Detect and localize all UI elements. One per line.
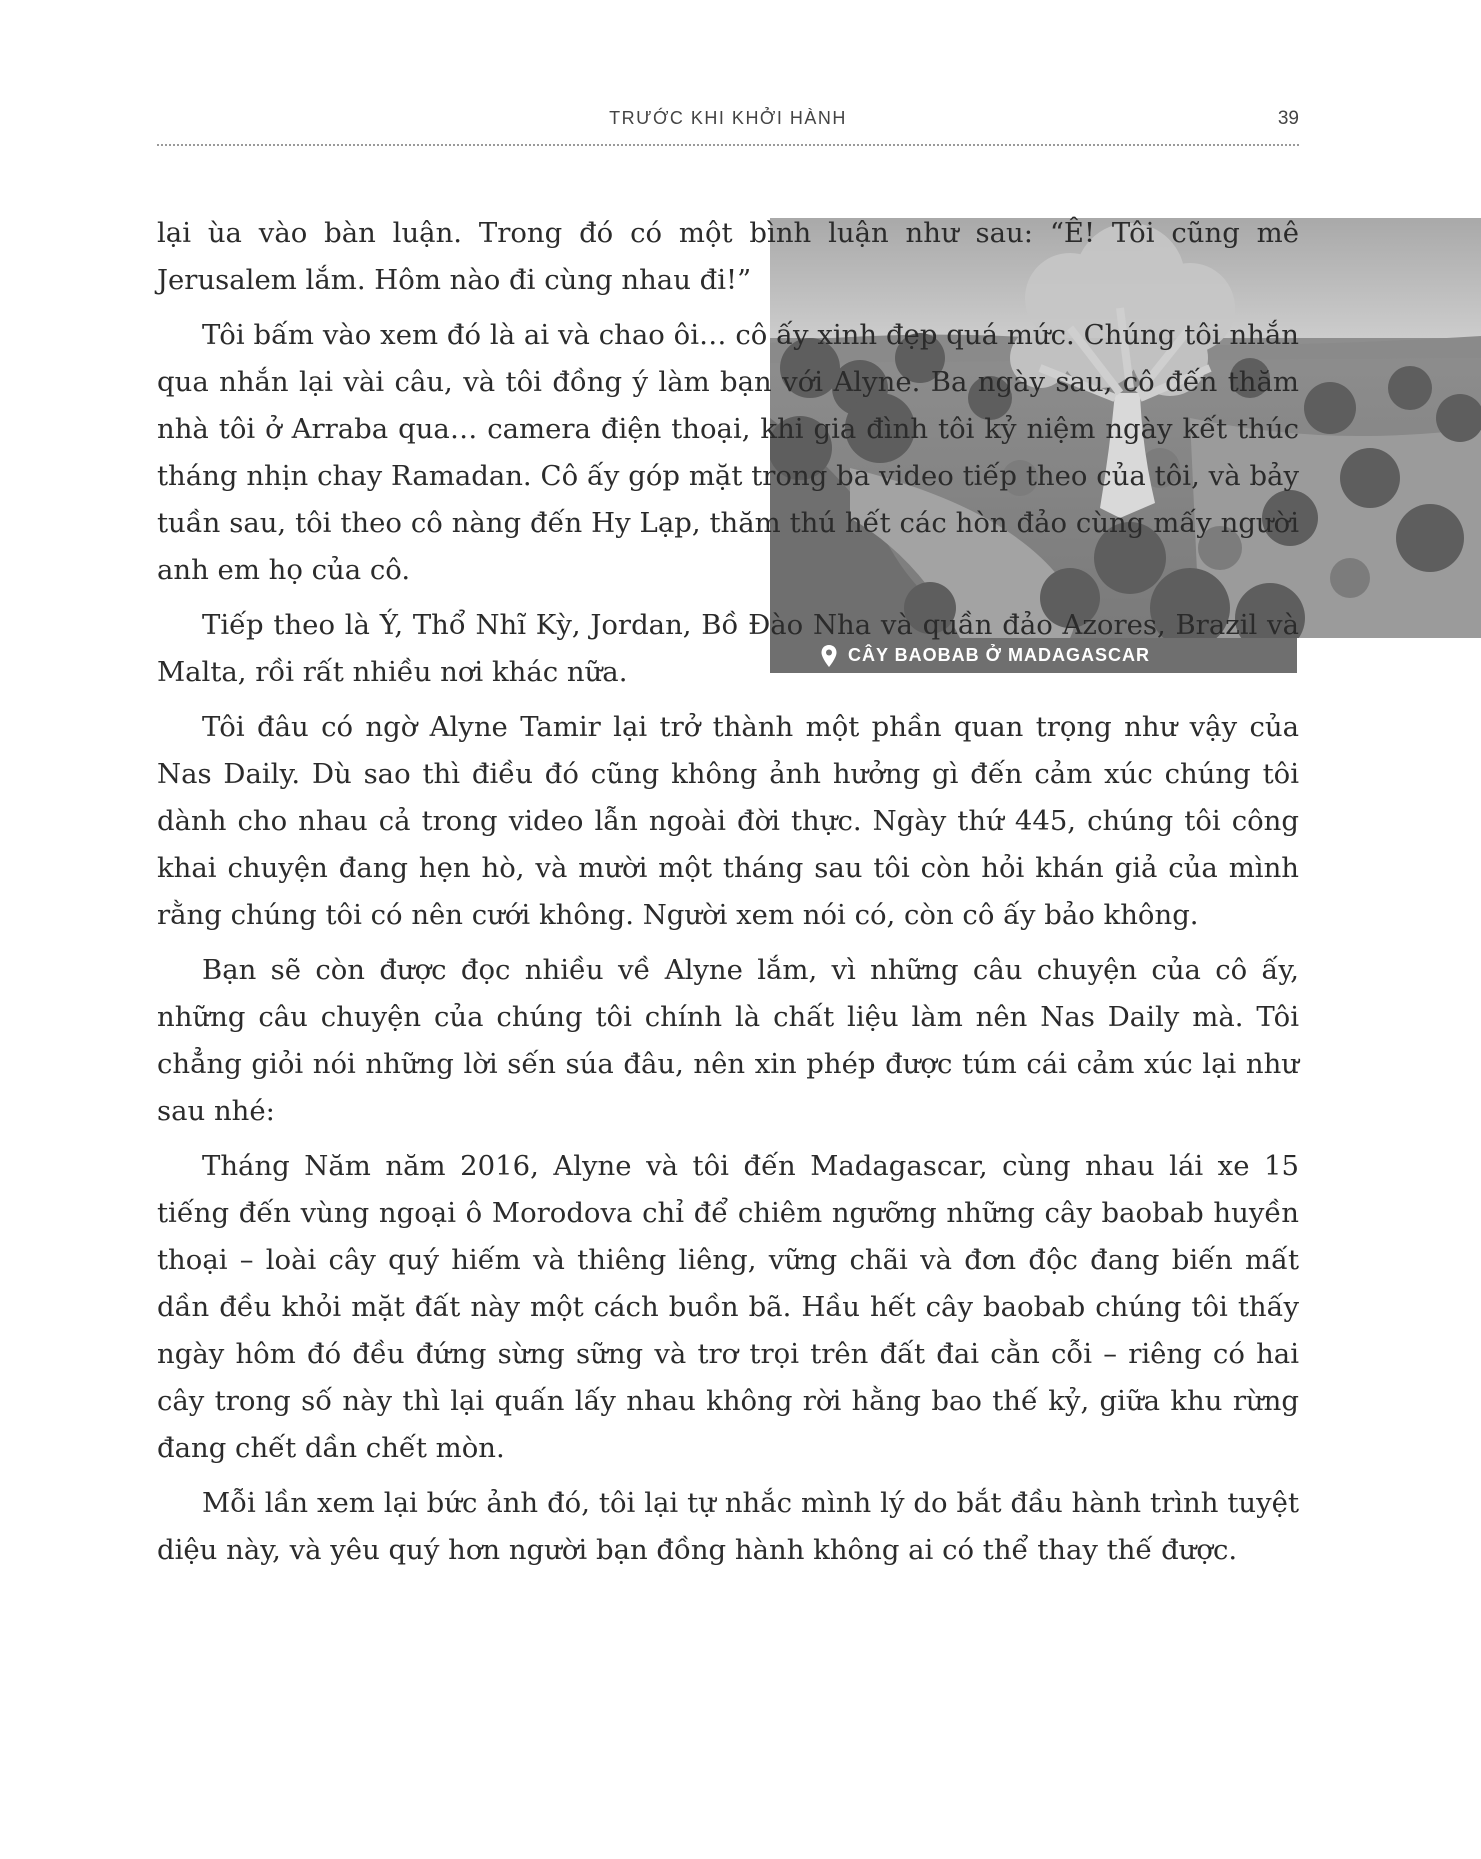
page-number: 39 <box>1277 108 1299 129</box>
paragraph: Tháng Năm năm 2016, Alyne và tôi đến Madagascar, cùng nhau lái xe 15 tiếng đến vùng ngoại ô Morodova chỉ để chiêm ngưỡng những cây baobab huyền thoại – loài cây quý hiếm và thiêng liêng, vững chãi và đơn độc đang biến mất dần đều khỏi mặt đất này một cách buồn bã. Hầu hết cây baobab chúng tôi thấy ngày hôm đó đều đứng sừng sững và trơ trọi trên đất đai cằn cỗi – riêng có hai cây trong số này thì lại quấn lấy nhau không rời hằng bao thế kỷ, giữa khu rừng đang chết dần chết mòn. <box>157 1150 1299 1464</box>
running-header <box>157 108 1299 148</box>
paragraph: Mỗi lần xem lại bức ảnh đó, tôi lại tự nhắc mình lý do bắt đầu hành trình tuyệt diệu này, và yêu quý hơn người bạn đồng hành không ai có thể thay thế được. <box>157 1487 1299 1566</box>
paragraph: Tôi bấm vào xem đó là ai và chao ôi… cô ấy xinh đẹp quá mức. Chúng tôi nhắn qua nhắn lại vài câu, và tôi đồng ý làm bạn với Alyne. Ba ngày sau, cô đến thăm nhà tôi ở Arraba qua… camera điện thoại, khi gia đình tôi kỷ niệm ngày kết thúc tháng nhịn chay Ramadan. Cô ấy góp mặt trong ba video tiếp theo của tôi, và bảy tuần sau, tôi theo cô nàng đến Hy Lạp, thăm thú hết các hòn đảo cùng mấy người anh em họ của cô. <box>157 319 1299 586</box>
header-divider <box>157 144 1299 146</box>
body-text <box>157 210 1299 1582</box>
figure-caption: CÂY BAOBAB Ở MADAGASCAR <box>848 645 1151 665</box>
paragraph: lại ùa vào bàn luận. Trong đó có một bình luận như sau: “Ê! Tôi cũng mê Jerusalem lắm. Hôm nào đi cùng nhau đi!” <box>157 217 1299 296</box>
paragraph: Bạn sẽ còn được đọc nhiều về Alyne lắm, vì những câu chuyện của cô ấy, những câu chuyện của chúng tôi chính là chất liệu làm nên Nas Daily mà. Tôi chẳng giỏi nói những lời sến súa đâu, nên xin phép được túm cái cảm xúc lại như sau nhé: <box>157 954 1299 1127</box>
paragraph: Tiếp theo là Ý, Thổ Nhĩ Kỳ, Jordan, Bồ Đào Nha và quần đảo Azores, Brazil và Malta, rồi rất nhiều nơi khác nữa. <box>157 609 1299 688</box>
chapter-title: TRƯỚC KHI KHỞI HÀNH <box>609 108 847 128</box>
paragraph: Tôi đâu có ngờ Alyne Tamir lại trở thành một phần quan trọng như vậy của Nas Daily. Dù sao thì điều đó cũng không ảnh hưởng gì đến cảm xúc chúng tôi dành cho nhau cả trong video lẫn ngoài đời thực. Ngày thứ 445, chúng tôi công khai chuyện đang hẹn hò, và mười một tháng sau tôi còn hỏi khán giả của mình rằng chúng tôi có nên cưới không. Người xem nói có, còn cô ấy bảo không. <box>157 711 1299 931</box>
